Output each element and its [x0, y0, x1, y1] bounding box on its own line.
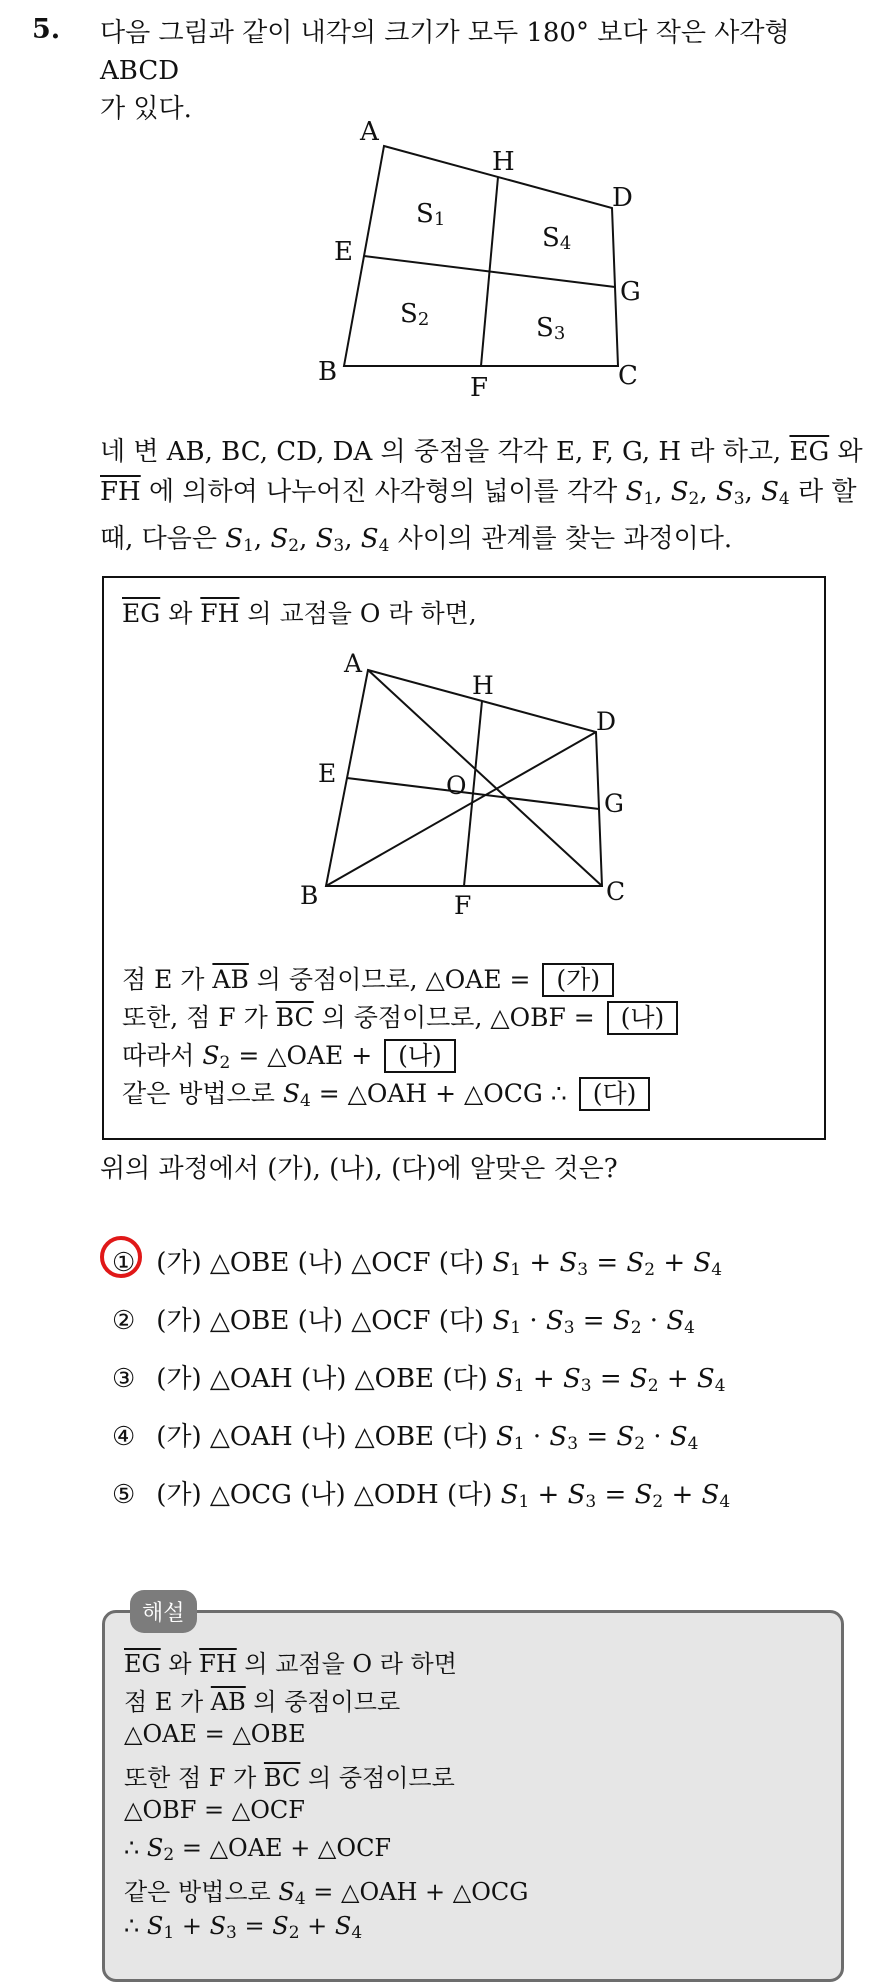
solution-line-8: ∴ $S_1 + S_3 = S_2 + S_4$ [124, 1912, 363, 1943]
region-s2: S2 [400, 299, 430, 330]
label-a: A [360, 117, 379, 147]
solution-line-3: △OAE = △OBE [124, 1720, 306, 1748]
label-c: C [618, 361, 638, 391]
label2-o: O [446, 771, 467, 800]
proof-line-1: 점 E 가 $\overline{AB}$ 의 중점이므로, △OAE = (가) [122, 962, 614, 998]
label-b: B [318, 357, 338, 387]
blank-na: (나) [607, 1001, 679, 1035]
stem-line-2: 가 있다. [100, 94, 192, 124]
label-f: F [470, 373, 489, 403]
label2-a: A [344, 649, 363, 678]
choice-2[interactable]: ② (가) △OBE (나) △OCF (다) $S_1 \cdot S_3 = S_2 \cdot S_4$ [112, 1306, 695, 1338]
proof-line-2: 또한, 점 F 가 $\overline{BC}$ 의 중점이므로, △OBF = (나) [122, 1000, 678, 1036]
blank-na-2: (나) [384, 1039, 456, 1073]
label2-c: C [606, 877, 626, 906]
proof-line-3: 따라서 $S_2$ = △OAE + (나) [122, 1038, 456, 1081]
stem-line-1: 다음 그림과 같이 내각의 크기가 모두 180° 보다 작은 사각형 ABCD [100, 18, 790, 86]
blank-ga: (가) [542, 963, 614, 997]
label2-g: G [604, 789, 624, 818]
proof-intro: $\overline{EG}$ 와 $\overline{FH}$ 의 교점을 O 라 하면, [122, 599, 477, 628]
label2-b: B [300, 881, 319, 910]
solution-line-4: 또한 점 F 가 $\overline{BC}$ 의 중점이므로 [124, 1764, 455, 1792]
choice-4[interactable]: ④ (가) △OAH (나) △OBE (다) $S_1 \cdot S_3 = S_2 \cdot S_4$ [112, 1422, 699, 1454]
solution-line-5: △OBF = △OCF [124, 1796, 305, 1824]
proof-line-4: 같은 방법으로 $S_4$ = △OAH + △OCG ∴ (다) [122, 1076, 650, 1119]
region-s1: S1 [416, 199, 446, 230]
question-paragraph [100, 432, 870, 566]
label-e: E [334, 237, 353, 267]
segment-eg-label: $\overline{EG}$ [789, 437, 830, 467]
question-number: 5. [32, 14, 61, 45]
question-ask: 위의 과정에서 (가), (나), (다)에 알맞은 것은? [100, 1154, 618, 1184]
choice-3[interactable]: ③ (가) △OAH (나) △OBE (다) $S_1 + S_3 = S_2 + S_4$ [112, 1364, 726, 1396]
para-line-2: $\overline{FH}$ 에 의하여 나누어진 사각형의 넓이를 각각 $S_1$, $S_2$, $S_3$, $S_4$ 라 할 [100, 477, 857, 509]
solution-tag: 해설 [130, 1590, 197, 1633]
figure-proof-diagram [290, 644, 640, 924]
solution-line-2: 점 E 가 $\overline{AB}$ 의 중점이므로 [124, 1688, 401, 1716]
solution-line-7: 같은 방법으로 $S_4$ = △OAH + △OCG [124, 1878, 529, 1909]
label-d: D [612, 183, 633, 213]
quadrilateral-abcd [344, 146, 618, 366]
choice-1[interactable]: ① (가) △OBE (나) △OCF (다) $S_1 + S_3 = S_2 + S_4$ [112, 1248, 723, 1280]
para-line-3: 때, 다음은 $S_1$, $S_2$, $S_3$, $S_4$ 사이의 관계를 찾는 과정이다. [100, 524, 733, 556]
para-line-1: 네 변 AB, BC, CD, DA 의 중점을 각각 E, F, G, H 라 하고, $\overline{EG}$ 와 [100, 437, 863, 467]
solution-line-6: ∴ $S_2$ = △OAE + △OCF [124, 1834, 392, 1865]
label2-f: F [454, 891, 472, 920]
label2-h: H [472, 671, 494, 700]
label2-e: E [318, 759, 337, 788]
segment-fh-label: $\overline{FH}$ [100, 477, 141, 507]
label2-d: D [596, 707, 617, 736]
label-h: H [492, 147, 515, 177]
region-s4: S4 [542, 223, 572, 254]
blank-da: (다) [579, 1077, 651, 1111]
solution-line-1: $\overline{EG}$ 와 $\overline{FH}$ 의 교점을 O 라 하면 [124, 1650, 457, 1678]
figure-quadrilateral-regions [300, 104, 660, 404]
region-s3: S3 [536, 313, 566, 344]
choice-5[interactable]: ⑤ (가) △OCG (나) △ODH (다) $S_1 + S_3 = S_2 + S_4$ [112, 1480, 731, 1512]
label-g: G [620, 277, 641, 307]
